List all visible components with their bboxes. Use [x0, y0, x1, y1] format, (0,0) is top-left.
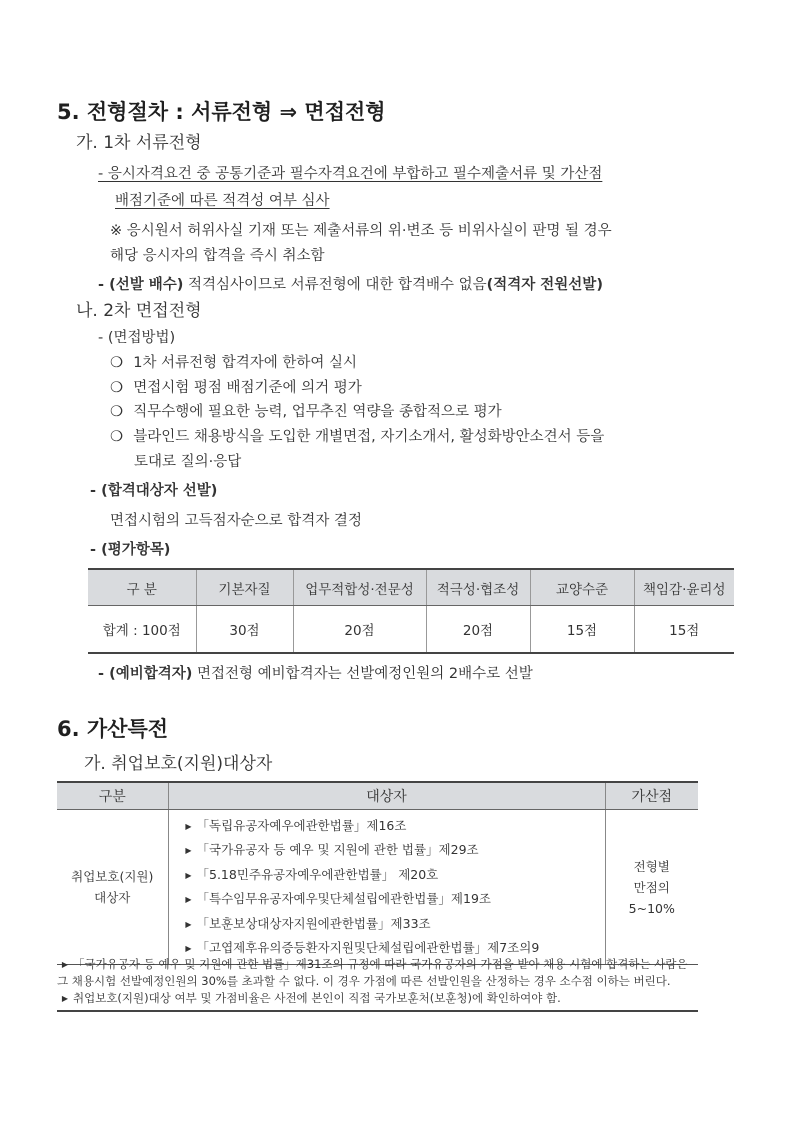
law-text: 「국가유공자 등 예우 및 지원에 관한 법률」제29조 [196, 842, 479, 858]
law-text: 「특수임무유공자예우및단체설립에관한법률」제19조 [196, 891, 491, 907]
law-item [181, 887, 605, 911]
subsection-document-screening: 가. 1차 서류전형 [76, 133, 202, 153]
evaluation-table [88, 568, 734, 654]
false-info-note-line1: ※ 응시원서 허위사실 기재 또는 제출서류의 위·변조 등 비위사실이 판명 될 경우 [110, 223, 612, 239]
law-text: 「보훈보상대상자지원에관한법률」제33조 [196, 915, 431, 931]
circle-bullet-icon: ❍ [110, 429, 123, 445]
selection-multiple-line [98, 273, 603, 294]
interview-method-item [110, 351, 357, 372]
table-header-cell: 구 분 [88, 569, 196, 606]
bonus-points-cell [605, 810, 698, 965]
table-header-cell: 구분 [57, 782, 168, 810]
section-5-title: 5. 전형절차 : 서류전형 ⇒ 면접전형 [57, 100, 386, 124]
eligible-laws-cell [168, 810, 605, 965]
triangle-bullet-icon: ▶ [61, 960, 69, 969]
interview-method-label: - (면접방법) [98, 330, 176, 346]
table-header-cell: 교양수준 [530, 569, 634, 606]
screening-criteria-text1: - 응시자격요건 중 공통기준과 필수자격요건에 부합하고 필수제출서류 및 가산점 [98, 166, 603, 182]
interview-method-item [110, 425, 604, 446]
table-row [57, 810, 698, 965]
screening-criteria-text2: 배점기준에 따른 적격성 여부 심사 [115, 193, 330, 209]
category-line2: 대상자 [94, 890, 131, 906]
table-cell: 30점 [196, 606, 293, 654]
note-text: 「국가유공자 등 예우 및 지원에 관한 법률」제31조의 규정에 따라 국가유공자의 가점을 받아 채용 시험에 합격하는 사람은 그 채용시험 선발예정인원의 30%를 초과할 수 없다. 이 경우 가점에 따른 선발인원을 산정하는 경우 소수점 이하는 버린다. [57, 957, 688, 988]
interview-method-item [110, 400, 502, 421]
interview-method-item-cont: 토대로 질의·응답 [134, 454, 242, 470]
reserve-pass-label: - (예비합격자) [98, 666, 193, 682]
false-info-note-line2: 해당 응시자의 합격을 즉시 취소함 [110, 248, 325, 264]
screening-criteria-line1 [98, 162, 602, 183]
triangle-bullet-icon: ▶ [185, 919, 192, 929]
law-item [181, 838, 605, 862]
table-cell: 15점 [530, 606, 634, 654]
category-cell [57, 810, 168, 965]
law-text: 「고엽제후유의증등환자지원및단체설립에관한법률」제7조의9 [196, 940, 540, 956]
table-header-cell: 적극성·협조성 [426, 569, 530, 606]
section-6-title: 6. 가산특전 [57, 717, 169, 741]
law-item [181, 863, 605, 887]
note-item [57, 990, 698, 1007]
table-header-cell: 대상자 [168, 782, 605, 810]
triangle-bullet-icon: ▶ [185, 895, 192, 905]
table-row [88, 606, 734, 654]
category-line1: 취업보호(지원) [71, 869, 154, 885]
table-header-cell: 업무적합성·전문성 [293, 569, 426, 606]
circle-bullet-icon: ❍ [110, 404, 123, 420]
table-cell: 합계 : 100점 [88, 606, 196, 654]
circle-bullet-icon: ❍ [110, 355, 123, 371]
reserve-pass-line [98, 662, 533, 683]
triangle-bullet-icon: ▶ [61, 994, 69, 1003]
triangle-bullet-icon: ▶ [185, 944, 192, 954]
pass-selection-text: 면접시험의 고득점자순으로 합격자 결정 [110, 513, 362, 529]
selection-multiple-text: 적격심사이므로 서류전형에 대한 합격배수 없음 [183, 277, 487, 293]
subsection-interview: 나. 2차 면접전형 [76, 301, 202, 321]
note-text: 취업보호(지원)대상 여부 및 가점비율은 사전에 본인이 직접 국가보훈처(보훈청)에 확인하여야 함. [73, 991, 561, 1005]
bonus-notes [57, 956, 698, 1012]
table-cell: 20점 [293, 606, 426, 654]
note-item [57, 956, 698, 990]
interview-method-text: 면접시험 평점 배점기준에 의거 평가 [133, 380, 362, 396]
law-item [181, 814, 605, 838]
triangle-bullet-icon: ▶ [185, 870, 192, 880]
law-text: 「5.18민주유공자예우에관한법률」 제20호 [196, 866, 439, 882]
triangle-bullet-icon: ▶ [185, 822, 192, 831]
subsection-employment-protection: 가. 취업보호(지원)대상자 [84, 754, 273, 774]
selection-multiple-label: - (선발 배수) [98, 277, 184, 293]
eval-items-label: - (평가항목) [90, 542, 171, 558]
bonus-table [57, 781, 698, 965]
interview-method-item [110, 376, 362, 397]
pass-selection-label: - (합격대상자 선발) [90, 483, 218, 499]
table-header-cell: 책임감·윤리성 [634, 569, 734, 606]
bonus-line2: 만점의 [633, 879, 670, 895]
bonus-line1: 전형별 [633, 858, 670, 874]
screening-criteria-line2 [115, 189, 330, 210]
interview-method-text: 1차 서류전형 합격자에 한하여 실시 [133, 355, 357, 371]
law-text: 「독립유공자예우에관한법률」제16조 [196, 818, 407, 833]
table-cell: 15점 [634, 606, 734, 654]
interview-method-text: 직무수행에 필요한 능력, 업무추진 역량을 종합적으로 평가 [133, 404, 502, 420]
table-header-cell: 기본자질 [196, 569, 293, 606]
table-header-cell: 가산점 [605, 782, 698, 810]
interview-method-text: 블라인드 채용방식을 도입한 개별면접, 자기소개서, 활성화방안소견서 등을 [133, 429, 605, 445]
bonus-line3: 5~10% [628, 900, 675, 916]
law-item [181, 912, 605, 936]
circle-bullet-icon: ❍ [110, 380, 123, 396]
table-cell: 20점 [426, 606, 530, 654]
bonus-table-header [57, 782, 698, 810]
triangle-bullet-icon: ▶ [185, 846, 192, 856]
evaluation-table-header [88, 569, 734, 606]
selection-multiple-end: (적격자 전원선발) [486, 277, 603, 293]
reserve-pass-text: 면접전형 예비합격자는 선발예정인원의 2배수로 선발 [192, 666, 533, 682]
